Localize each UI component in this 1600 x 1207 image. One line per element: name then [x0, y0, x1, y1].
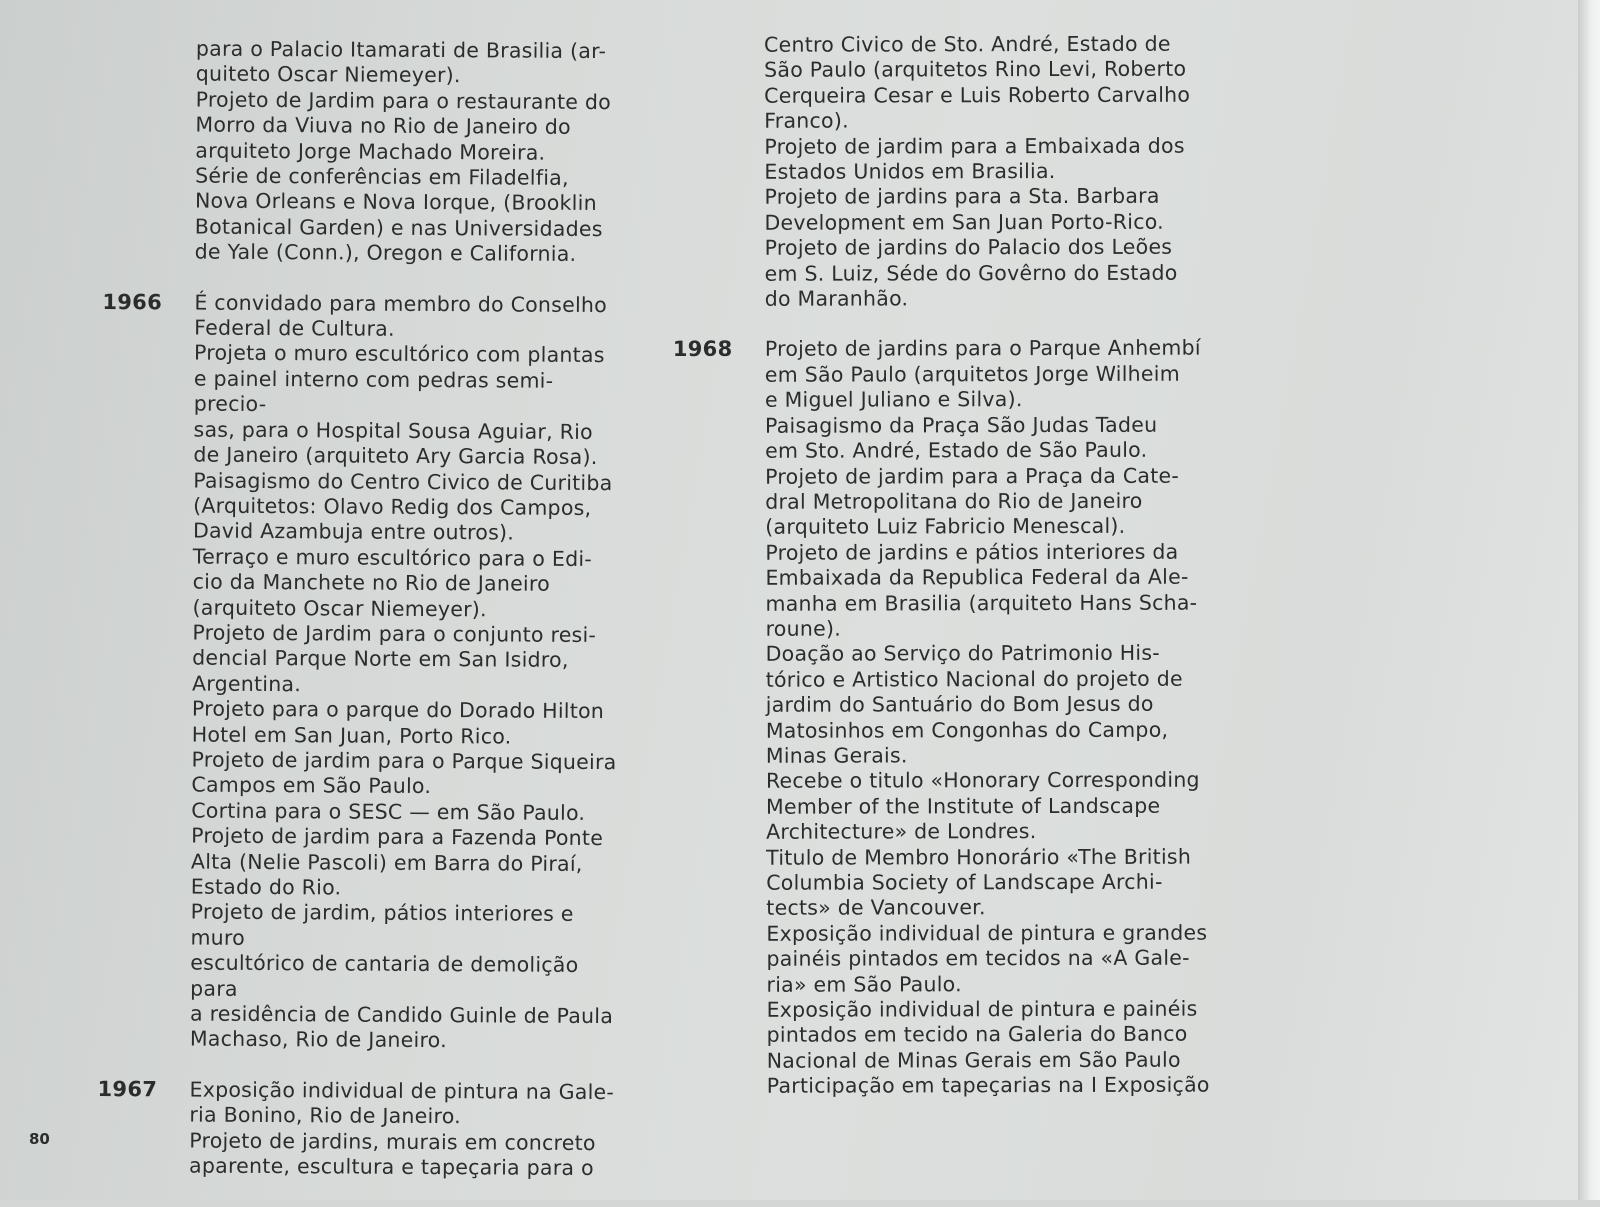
year-spacer [103, 36, 196, 265]
text-line: Projeto de Jardim para o restaurante do [195, 87, 612, 114]
text-line: (Arquitetos: Olavo Redig dos Campos, [193, 493, 592, 520]
text-line: em São Paulo (arquitetos Jorge Wilheim [764, 361, 1180, 387]
text-line: tects» de Vancouver. [766, 895, 986, 921]
text-line: Nova Orleans e Nova Iorque, (Brooklin [194, 188, 597, 216]
text-line: Member of the Institute of Landscape [765, 793, 1161, 819]
text-line: Projeto de jardim para a Praça da Cate- [765, 463, 1180, 489]
text-line: Estado do Rio. [190, 874, 342, 900]
text-line: Exposição individual de pintura na Gale- [189, 1077, 615, 1104]
right-column [672, 32, 1215, 1125]
text-line: Botanical Garden) e nas Universidades [194, 214, 603, 241]
text-line: ria Bonino, Rio de Janeiro. [189, 1102, 462, 1129]
text-line: de Janeiro (arquiteto Ary Garcia Rosa). [193, 442, 598, 470]
text-line: dencial Parque Norte em San Isidro, [192, 645, 569, 673]
text-line: Centro Civico de Sto. André, Estado de [763, 31, 1171, 57]
text-line: Morro da Viuva no Rio de Janeiro do [195, 112, 571, 140]
text-line: Exposição individual de pintura e painéis [766, 996, 1198, 1022]
text-line: Projeto de jardins do Palacio dos Leões [764, 234, 1173, 261]
left-intro-entry [103, 36, 624, 268]
text-line: arquiteto Jorge Machado Moreira. [195, 138, 546, 165]
text-line: Série de conferências em Filadelfia, [195, 163, 569, 190]
text-line: painéis pintados em tecidos na «A Gale- [766, 945, 1190, 971]
text-line: Exposição individual de pintura e grandes [766, 920, 1208, 946]
right-intro-text [764, 32, 1213, 313]
text-line: ria» em São Paulo. [766, 971, 962, 997]
entry-1968 [673, 336, 1215, 1100]
text-line: Nacional de Minas Gerais em São Paulo [766, 1047, 1181, 1073]
text-line: Cortina para o SESC — em São Paulo. [191, 798, 586, 825]
text-line: Recebe o titulo «Honorary Corresponding [765, 767, 1200, 794]
text-line: e painel interno com pedras semi-precio- [193, 366, 554, 417]
text-line: (arquiteto Oscar Niemeyer). [192, 595, 487, 621]
text-line: Franco). [764, 108, 849, 133]
text-line: Doação ao Serviço do Patrimonio His- [765, 641, 1160, 667]
text-line: Minas Gerais. [765, 743, 908, 768]
right-intro-entry [672, 32, 1213, 313]
text-line: Development em San Juan Porto-Rico. [764, 209, 1164, 235]
text-line: do Maranhão. [764, 286, 909, 311]
text-line: jardim do Santuário do Bom Jesus do [765, 691, 1154, 717]
text-line: Terraço e muro escultórico para o Edi- [192, 544, 593, 571]
text-line: Campos em São Paulo. [191, 772, 432, 799]
text-line: David Azambuja entre outros). [192, 518, 515, 545]
text-line: cio da Manchete no Rio de Janeiro [192, 569, 551, 596]
text-line: Projeto de jardim para o Parque Siqueira [191, 747, 617, 775]
text-line: Projeta o muro escultórico com plantas [193, 341, 605, 368]
entry-1967 [97, 1077, 618, 1182]
year-spacer [672, 33, 765, 313]
text-line: a residência de Candido Guinle de Paula [189, 1001, 614, 1029]
text-line: Paisagismo do Centro Civico de Curitiba [193, 468, 613, 495]
text-line: manha em Brasilia (arquiteto Hans Scha- [765, 590, 1198, 616]
text-line: Cerqueira Cesar e Luis Roberto Carvalho [764, 82, 1191, 108]
text-line: Projeto de Jardim para o conjunto resi- [192, 620, 597, 647]
text-line: Embaixada da Republica Federal da Ale- [765, 564, 1189, 590]
text-line: e Miguel Juliano e Silva). [764, 387, 1023, 413]
text-line: Titulo de Membro Honorário «The British [766, 844, 1192, 870]
year-label: 1968 [672, 337, 733, 362]
text-line: Projeto de jardim para a Embaixada dos [764, 133, 1185, 159]
text-line: escultórico de cantaria de demolição para [190, 950, 579, 1001]
entry-1966-text [190, 290, 623, 1055]
text-line: Alta (Nelie Pascoli) em Barra do Piraí, [190, 849, 583, 876]
text-line: Projeto de jardins, murais em concreto [189, 1128, 596, 1155]
text-line: em S. Luiz, Séde do Govêrno do Estado [764, 260, 1178, 286]
text-line: quiteto Oscar Niemeyer). [195, 61, 461, 88]
text-line: É convidado para membro do Conselho [194, 290, 608, 317]
text-line: Projeto para o parque do Dorado Hilton [191, 696, 605, 724]
text-line: Projeto de jardins para o Parque Anhembí [764, 336, 1201, 362]
text-line: pintados em tecido na Galeria do Banco [766, 1022, 1188, 1048]
text-line: Paisagismo da Praça São Judas Tadeu [764, 412, 1158, 438]
text-line: para o Palacio Itamarati de Brasilia (ar- [195, 36, 607, 64]
text-line: Argentina. [191, 671, 302, 696]
text-line: Architecture» de Londres. [766, 819, 1037, 844]
text-line: Columbia Society of Landscape Archi- [766, 869, 1163, 895]
entry-1966 [98, 290, 623, 1055]
text-line: Participação em tapeçarias na I Exposição [766, 1072, 1210, 1099]
left-intro-text [195, 37, 624, 268]
text-line: Projeto de jardim para a Fazenda Ponte [191, 823, 604, 851]
text-line: Projeto de jardim, pátios interiores e muro [190, 899, 574, 950]
year-label: 1966 [102, 289, 163, 315]
text-line: Estados Unidos em Brasilia. [764, 159, 1056, 184]
page-edge [1578, 0, 1600, 1200]
text-line: roune). [765, 616, 841, 641]
text-line: Projeto de jardins e pátios interiores da [765, 539, 1179, 565]
text-line: Projeto de jardins para a Sta. Barbara [764, 184, 1160, 210]
text-line: em Sto. André, Estado de São Paulo. [765, 437, 1148, 463]
left-column [97, 36, 624, 1207]
year-label: 1967 [97, 1076, 158, 1102]
text-line: Matosinhos em Congonhas do Campo, [765, 717, 1169, 743]
text-line: Federal de Cultura. [194, 315, 395, 341]
text-line: (arquiteto Luiz Fabricio Menescal). [765, 514, 1126, 540]
text-line: São Paulo (arquitetos Rino Levi, Roberto [764, 57, 1187, 83]
text-line: dral Metropolitana do Rio de Janeiro [765, 488, 1143, 514]
text-line: Hotel em San Juan, Porto Rico. [191, 722, 512, 749]
text-line: aparente, escultura e tapeçaria para o [189, 1153, 594, 1181]
page-number: 80 [29, 1130, 50, 1148]
text-line: sas, para o Hospital Sousa Aguiar, Rio [193, 417, 593, 444]
text-line: tórico e Artistico Nacional do projeto de [765, 666, 1183, 692]
text-line: de Yale (Conn.), Oregon e California. [194, 239, 577, 267]
entry-1967-text [189, 1077, 618, 1181]
text-line: Machaso, Rio de Janeiro. [189, 1026, 448, 1053]
entry-1968-text [765, 336, 1215, 1099]
